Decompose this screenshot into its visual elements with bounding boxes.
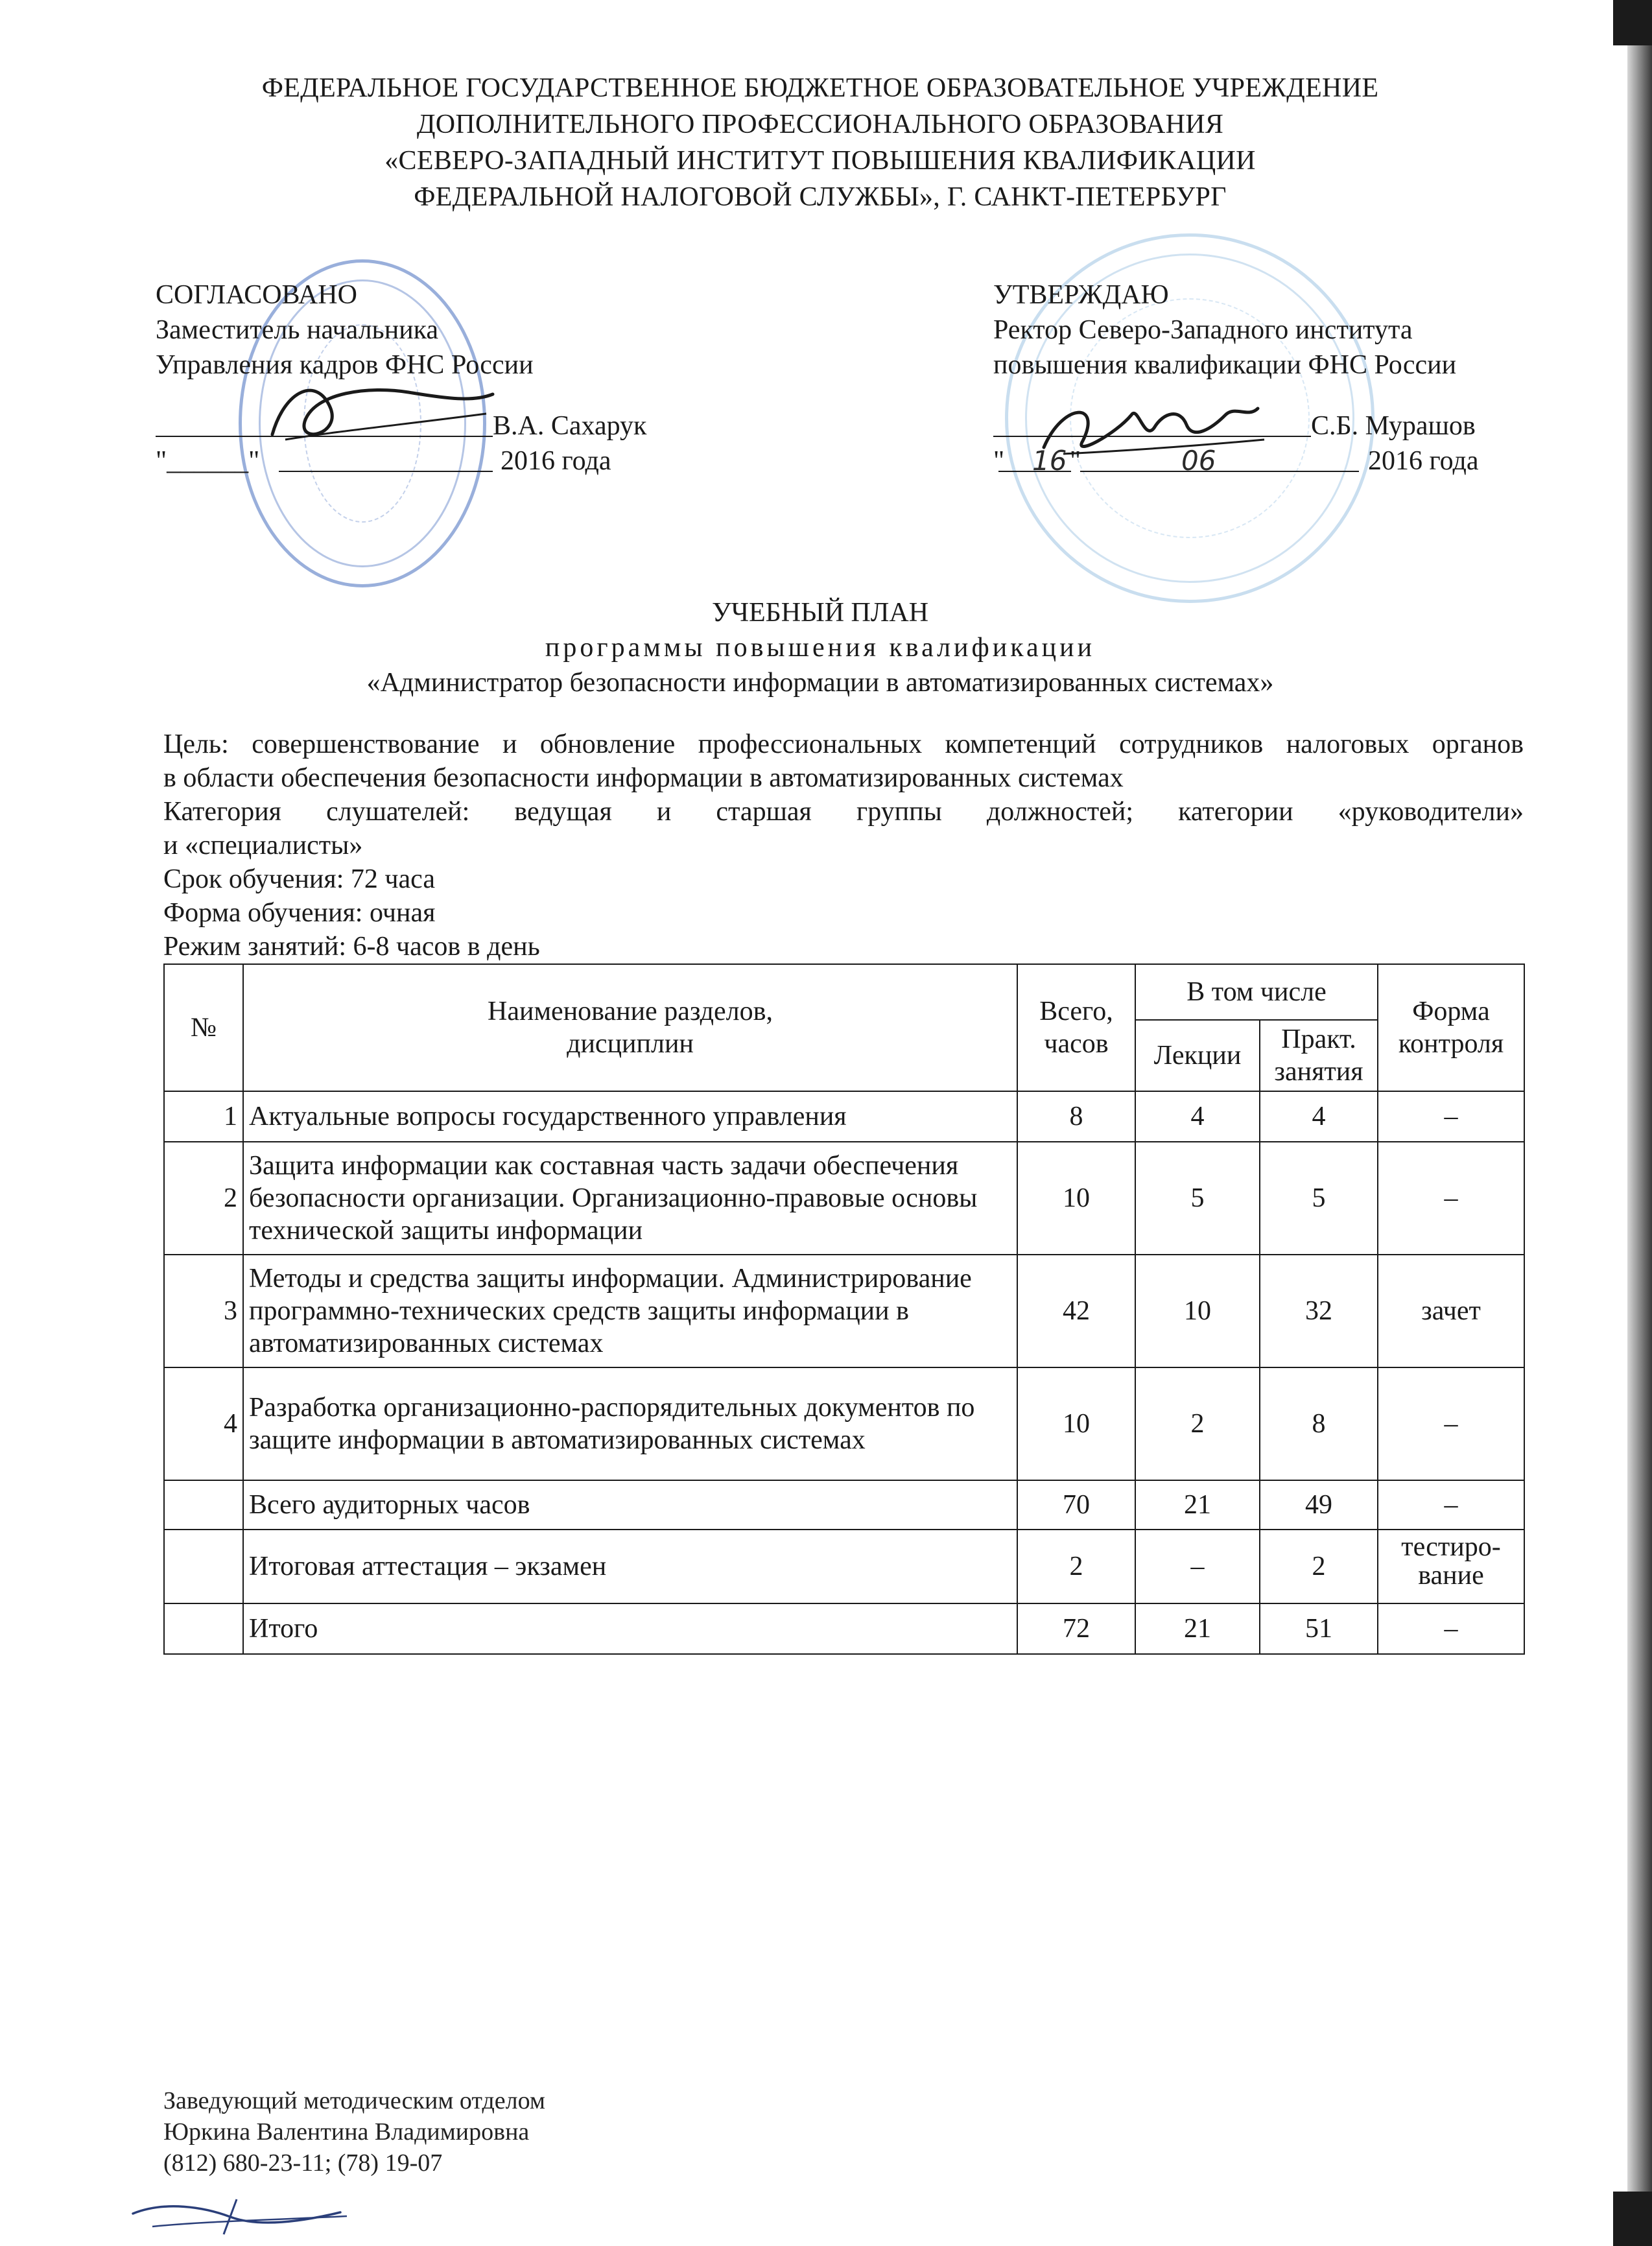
row-practice: 4 [1260,1091,1378,1142]
row-number-empty [164,1480,243,1530]
mode-text: Режим занятий: 6-8 часов в день [163,932,540,962]
summary-total: 72 [1017,1603,1135,1654]
signer-name: С.Б. Мурашов [1311,411,1476,441]
row-total: 8 [1017,1091,1135,1142]
summary-practice: 2 [1260,1530,1378,1603]
row-total: 10 [1017,1367,1135,1480]
form-text: Форма обучения: очная [163,898,436,928]
signature-right [1024,389,1271,467]
category-text: и «специалисты» [163,831,363,860]
summary-control: – [1378,1603,1524,1654]
approval-position: повышения квалификации ФНС России [993,350,1457,380]
date-quote: " [993,446,1005,476]
duration-text: Срок обучения: 72 часа [163,864,435,894]
date-underline [279,471,493,472]
approval-position: Ректор Северо-Западного института [993,315,1413,345]
row-control: – [1378,1367,1524,1480]
row-control: – [1378,1142,1524,1255]
table-summary-row [164,1480,1524,1530]
goal-text: в области обеспечения безопасности информации в автоматизированных системах [163,763,1124,793]
row-practice: 32 [1260,1255,1378,1367]
row-lectures: 10 [1135,1255,1260,1367]
summary-name: Итого [243,1603,1017,1654]
scan-mark-top [1613,0,1652,45]
date-day-underline [998,471,1071,472]
row-practice: 5 [1260,1142,1378,1255]
summary-name: Итоговая аттестация – экзамен [243,1530,1017,1603]
row-name: Защита информации как составная часть задачи обеспечения безопасности организации. Организационно-правовые основы технической защиты информации [243,1142,1017,1255]
header-total: Всего, часов [1017,964,1135,1091]
contact-footer [163,2085,545,2179]
summary-name: Всего аудиторных часов [243,1480,1017,1530]
table-summary-row [164,1530,1524,1603]
date-quote: " [1070,446,1081,476]
row-number: 3 [164,1255,243,1367]
header-line: «СЕВЕРО-ЗАПАДНЫЙ ИНСТИТУТ ПОВЫШЕНИЯ КВАЛИФИКАЦИИ [384,146,1256,176]
summary-control: – [1378,1480,1524,1530]
row-number: 4 [164,1367,243,1480]
summary-practice: 49 [1260,1480,1378,1530]
scan-mark-bottom [1613,2192,1652,2246]
header-number: № [164,964,243,1091]
row-control: – [1378,1091,1524,1142]
summary-total: 70 [1017,1480,1135,1530]
row-total: 42 [1017,1255,1135,1367]
row-lectures: 2 [1135,1367,1260,1480]
category-text: Категория слушателей: ведущая и старшая группы должностей; категории «руководители» [163,797,1524,827]
header-line: ФЕДЕРАЛЬНОЕ ГОСУДАРСТВЕННОЕ БЮДЖЕТНОЕ ОБРАЗОВАТЕЛЬНОЕ УЧРЕЖДЕНИЕ [261,73,1379,103]
row-number: 1 [164,1091,243,1142]
table-row [164,1091,1524,1142]
document-title [130,595,1511,700]
approval-heading: СОГЛАСОВАНО [156,280,357,310]
date-month-underline [1080,471,1359,472]
signature-left [259,363,506,454]
header-name: Наименование разделов, дисциплин [243,964,1017,1091]
goal-text: Цель: совершенствование и обновление профессиональных компетенций сотрудников налоговых органов [163,729,1524,759]
date-year: 2016 года [1368,446,1479,476]
header-lectures: Лекции [1135,1020,1260,1091]
header-line: ФЕДЕРАЛЬНОЙ НАЛОГОВОЙ СЛУЖБЫ», Г. САНКТ-ПЕТЕРБУРГ [414,182,1227,212]
summary-lectures: 21 [1135,1603,1260,1654]
row-name: Разработка организационно-распорядительных документов по защите информации в автоматизированных системах [243,1367,1017,1480]
approval-position: Заместитель начальника [156,315,439,345]
summary-lectures: – [1135,1530,1260,1603]
summary-lectures: 21 [1135,1480,1260,1530]
date-month-handwritten: 06 [1181,445,1216,477]
header-control: Форма контроля [1378,964,1524,1091]
program-info [163,727,1524,963]
footer-phone: (812) 680-23-11; (78) 19-07 [163,2149,443,2177]
title-main: УЧЕБНЫЙ ПЛАН [711,598,929,628]
row-practice: 8 [1260,1367,1378,1480]
footer-position: Заведующий методическим отделом [163,2087,545,2114]
header-line: ДОПОЛНИТЕЛЬНОГО ПРОФЕССИОНАЛЬНОГО ОБРАЗОВАНИЯ [416,110,1224,139]
header-practice: Практ. занятия [1260,1020,1378,1091]
date-day-handwritten: 16 [1032,445,1067,477]
institution-header [130,70,1511,215]
title-sub: программы повышения квалификации [545,633,1096,663]
footer-name: Юркина Валентина Владимировна [163,2118,530,2146]
row-number: 2 [164,1142,243,1255]
row-lectures: 4 [1135,1091,1260,1142]
table-row [164,1142,1524,1255]
date-day-blank: "______" [156,446,260,476]
row-total: 10 [1017,1142,1135,1255]
table-row [164,1367,1524,1480]
signer-name: В.А. Сахарук [493,411,647,441]
handwritten-initials [126,2194,360,2240]
approval-heading: УТВЕРЖДАЮ [993,280,1169,310]
summary-total: 2 [1017,1530,1135,1603]
row-control: зачет [1378,1255,1524,1367]
row-number-empty [164,1530,243,1603]
row-name: Методы и средства защиты информации. Администрирование программно-технических средств защиты информации в автоматизированных системах [243,1255,1017,1367]
curriculum-table [163,963,1525,1655]
program-name: «Администратор безопасности информации в автоматизированных системах» [366,668,1274,698]
row-lectures: 5 [1135,1142,1260,1255]
row-name: Актуальные вопросы государственного управления [243,1091,1017,1142]
table-row [164,1255,1524,1367]
approval-position: Управления кадров ФНС России [156,350,534,380]
scan-edge [1627,0,1652,2246]
table-summary-row [164,1603,1524,1654]
row-number-empty [164,1603,243,1654]
summary-practice: 51 [1260,1603,1378,1654]
summary-control: тестиро- вание [1378,1530,1524,1603]
date-year: 2016 года [501,446,611,476]
header-including: В том числе [1135,964,1378,1020]
